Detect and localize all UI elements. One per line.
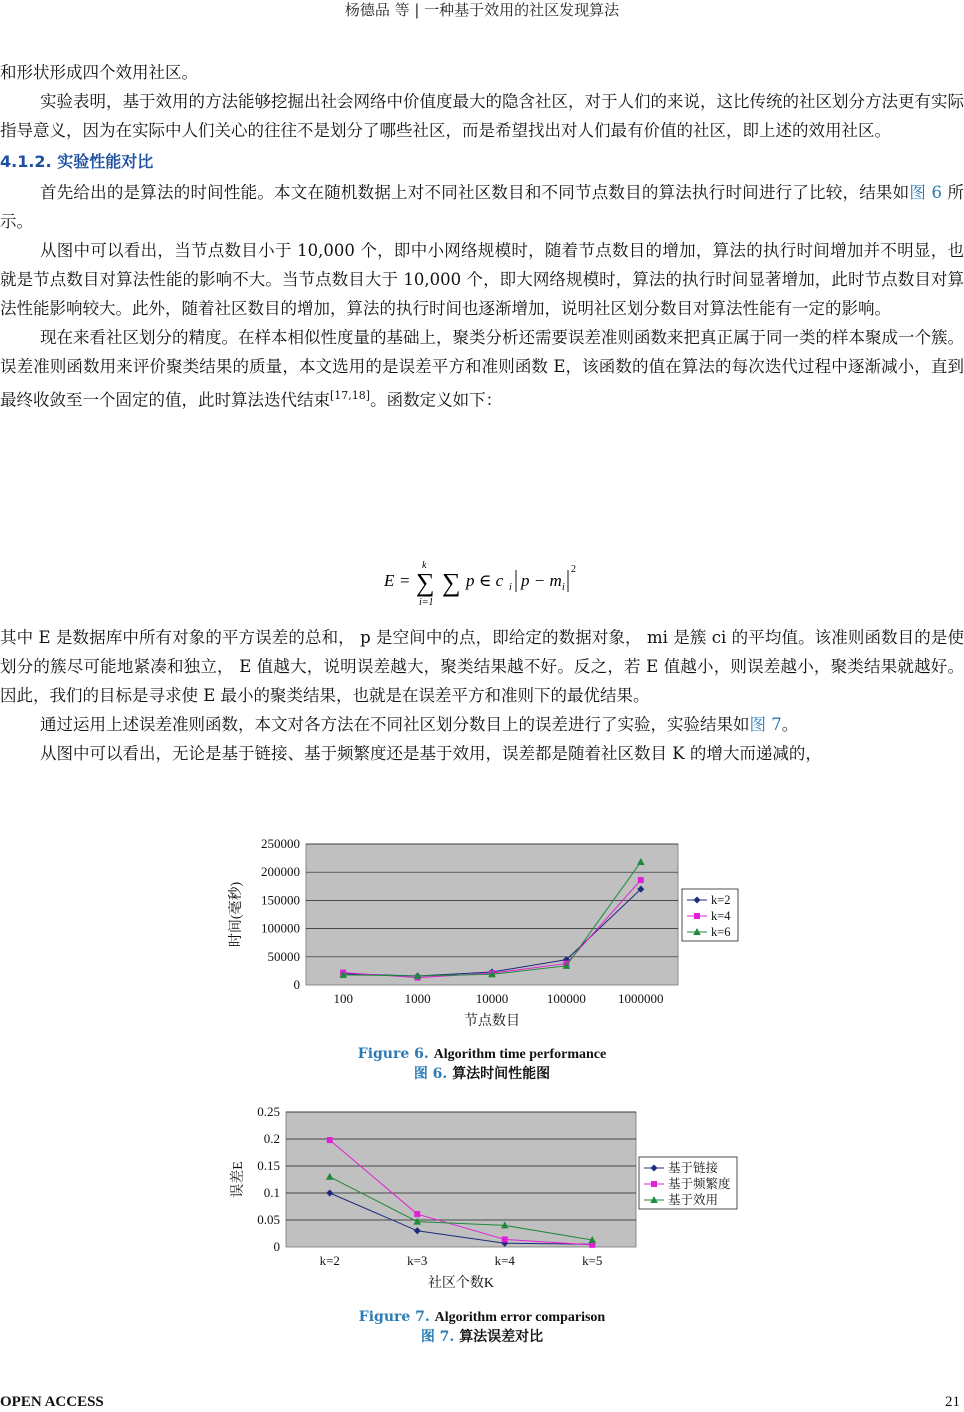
fig6-legend-label: k=6 bbox=[711, 925, 731, 939]
fig6-y-tick-label: 0 bbox=[293, 977, 300, 992]
paragraph-6-text-a: 通过运用上述误差准则函数，本文对各方法在不同社区划分数目上的误差进行了实验，实验结果如 bbox=[40, 715, 750, 734]
citation: [17,18] bbox=[330, 389, 371, 402]
fig7-series-2-point bbox=[327, 1137, 333, 1143]
fig7-y-tick-label: 0.1 bbox=[263, 1185, 280, 1200]
fig6-y-tick-label: 50000 bbox=[267, 948, 300, 964]
fig6-x-axis-label: 节点数目 bbox=[464, 1014, 520, 1029]
figure-6-caption-zh bbox=[0, 1065, 964, 1084]
error-formula bbox=[0, 558, 964, 618]
fig7-y-tick-label: 0.15 bbox=[257, 1158, 280, 1173]
paragraph-1: 实验表明，基于效用的方法能够挖掘出社会网络中价值度最大的隐含社区，对于人们的来说，这比传统的社区划分方法更有实际指导意义，因为在实际中人们关心的往往不是划分了哪些社区，而是希望找出对人们最有价值的社区，即上述的效用社区。 bbox=[0, 92, 964, 140]
fig7-x-tick-label: k=4 bbox=[494, 1253, 515, 1268]
fig6-plot-area bbox=[306, 844, 678, 985]
paragraph-4-text-b: 。函数定义如下： bbox=[370, 390, 503, 410]
sigma-1: ∑ bbox=[416, 568, 435, 597]
figure-7-caption-zh-text: 算法误差对比 bbox=[459, 1329, 544, 1345]
paragraph-3: 从图中可以看出，当节点数目小于 10,000 个，即中小网络规模时，随着节点数目的增加，算法的执行时间增加并不明显，也就是节点数目对算法性能的影响不大。当节点数目大于 10,000 个，即大网络规模时，算法的执行时间显著增加，此时节点数目对算法性能影响较大。此外，随着社区数目的增加，算法的执行时间也逐渐增加，说明社区划分数目对算法性能有一定的影响。 bbox=[0, 241, 964, 318]
fig6-x-tick-label: 10000 bbox=[475, 991, 509, 1006]
fig6-series-2-point bbox=[638, 877, 644, 883]
formula-body: p ∈ c bbox=[466, 571, 504, 590]
fig6-y-axis-label: 时间(毫秒) bbox=[229, 881, 244, 948]
figure-7-caption-zh bbox=[0, 1328, 964, 1347]
paragraph-4-text-a: 现在来看社区划分的精度。在样本相似性度量的基础上，聚类分析还需要误差准则函数来把真正属于同一类的样本聚成一个簇。误差准则函数用来评价聚类结果的质量，本文选用的是误差平方和准则函数 E，该函数的值在算法的每次迭代过程中逐渐减小，直到最终收敛至一个固定的值，此时算法迭代结束 bbox=[0, 328, 964, 410]
body-text-bottom bbox=[0, 623, 964, 768]
section-heading: 4.1.2. 实验性能对比 bbox=[0, 152, 154, 171]
fig7-legend-label: 基于效用 bbox=[668, 1193, 719, 1207]
fig6-x-tick-label: 1000 bbox=[404, 991, 431, 1006]
formula-sub-2: i bbox=[562, 582, 565, 593]
fig7-series-2-point bbox=[414, 1211, 420, 1217]
fig6-x-tick-label: 100000 bbox=[546, 991, 586, 1006]
figure-7-caption-num: Figure 7. bbox=[358, 1309, 430, 1325]
figure-6-caption-num: Figure 6. bbox=[357, 1046, 429, 1062]
footer-open-access: OPEN ACCESS bbox=[0, 1394, 104, 1410]
formula-power: 2 bbox=[571, 564, 576, 575]
paragraph-2 bbox=[0, 178, 964, 236]
fig7-x-tick-label: k=5 bbox=[582, 1253, 603, 1268]
figure-7-caption-en bbox=[0, 1308, 964, 1327]
fig7-y-tick-label: 0.25 bbox=[257, 1104, 280, 1119]
figure-7-caption-zh-num: 图 7. bbox=[420, 1329, 455, 1345]
figure-6-chart bbox=[228, 828, 748, 1038]
running-header: 杨德品 等 | 一种基于效用的社区发现算法 bbox=[344, 1, 620, 19]
fig6-legend-label: k=2 bbox=[711, 893, 731, 907]
formula-eq: = bbox=[400, 571, 410, 590]
figure-6-caption-text: Algorithm time performance bbox=[433, 1047, 607, 1062]
paragraph-7: 从图中可以看出，无论是基于链接、基于频繁度还是基于效用，误差都是随着社区数目 K 的增大而递减的， bbox=[40, 744, 822, 763]
fig6-x-tick-label: 1000000 bbox=[618, 991, 664, 1006]
paragraph-4 bbox=[0, 323, 964, 415]
fig7-legend-marker bbox=[651, 1181, 657, 1187]
formula-sum-bottom: i=1 bbox=[419, 597, 434, 608]
sigma-2: ∑ bbox=[442, 568, 461, 597]
body-text-top bbox=[0, 58, 964, 415]
formula-svg bbox=[0, 558, 964, 618]
figure-6-caption-zh-text: 算法时间性能图 bbox=[452, 1066, 551, 1082]
paragraph-2-text-b: 所示。 bbox=[0, 183, 964, 231]
figure-7-chart bbox=[228, 1102, 748, 1302]
fig6-legend-marker bbox=[694, 913, 700, 919]
fig7-y-tick-label: 0 bbox=[273, 1239, 280, 1254]
fig7-x-tick-label: k=3 bbox=[407, 1253, 428, 1268]
fig7-x-tick-label: k=2 bbox=[319, 1253, 340, 1268]
fig7-legend-label: 基于频繁度 bbox=[668, 1177, 731, 1191]
paragraph-6-text-b: 。 bbox=[781, 715, 799, 734]
formula-sum-top: k bbox=[422, 560, 427, 571]
fig6-legend-label: k=4 bbox=[711, 909, 731, 923]
figure-6-caption-zh-num: 图 6. bbox=[413, 1066, 448, 1082]
fig7-series-2-point bbox=[502, 1236, 508, 1242]
paragraph-5: 其中 E 是数据库中所有对象的平方误差的总和， p 是空间中的点，即给定的数据对象， mi 是簇 ci 的平均值。该准则函数目的是使划分的簇尽可能地紧凑和独立， E 值越大，说明误差越大，聚类结果越不好。反之，若 E 值越小，则误差越小，聚类结果就越好。因此，我们的目标是寻求使 E 最小的聚类结果，也就是在误差平方和准则下的最优结果。 bbox=[0, 628, 964, 705]
fig7-legend-label: 基于链接 bbox=[668, 1161, 719, 1175]
fig7-x-axis-label: 社区个数K bbox=[427, 1276, 495, 1291]
figure-6-reference-link[interactable]: 图 6 bbox=[909, 183, 943, 202]
fig7-y-axis-label: 误差E bbox=[231, 1161, 246, 1198]
fig6-x-tick-label: 100 bbox=[333, 991, 353, 1006]
figure-6-caption-en bbox=[0, 1045, 964, 1064]
paragraph-6 bbox=[0, 710, 964, 739]
fig6-y-tick-label: 150000 bbox=[261, 892, 300, 908]
formula-abs-inner: p − m bbox=[521, 571, 562, 590]
formula-sub-1: i bbox=[509, 582, 512, 593]
fig7-y-tick-label: 0.05 bbox=[257, 1212, 280, 1227]
fig7-y-tick-label: 0.2 bbox=[263, 1131, 280, 1146]
figure-7-caption-text: Algorithm error comparison bbox=[434, 1310, 606, 1325]
fig6-y-tick-label: 250000 bbox=[261, 836, 300, 851]
figure-7-reference-link[interactable]: 图 7 bbox=[749, 715, 782, 734]
fig6-y-tick-label: 200000 bbox=[261, 864, 300, 880]
formula-lhs: E bbox=[384, 571, 395, 590]
fig6-y-tick-label: 100000 bbox=[261, 920, 300, 936]
page-number: 21 bbox=[945, 1394, 960, 1410]
paragraph-2-text-a: 首先给出的是算法的时间性能。本文在随机数据上对不同社区数目和不同节点数目的算法执行时间进行了比较，结果如 bbox=[40, 183, 910, 202]
paragraph-0: 和形状形成四个效用社区。 bbox=[0, 63, 198, 82]
